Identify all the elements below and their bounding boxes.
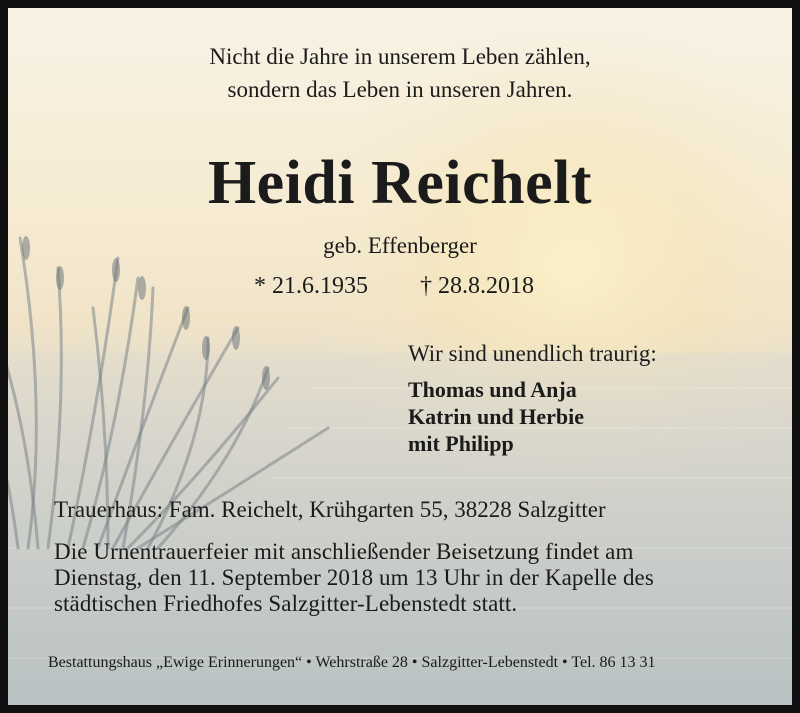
quote [8,40,792,106]
funeral-home-footer: Bestattungshaus „Ewige Erinnerungen“ • Wehrstraße 28 • Salzgitter-Lebenstedt • Tel. 86 13 31 [48,654,656,671]
ceremony-line: Dienstag, den 11. September 2018 um 13 Uhr in der Kapelle des [54,565,654,590]
death-date: † 28.8.2018 [420,273,534,299]
ceremony-announcement [54,539,654,617]
mourners-list [408,376,584,457]
ceremony-line: städtischen Friedhofes Salzgitter-Lebenstedt statt. [54,591,518,616]
mourner-line: mit Philipp [408,431,514,456]
mourner-line: Thomas und Anja [408,377,577,402]
mourners-intro: Wir sind unendlich traurig: [408,341,657,366]
maiden-name: geb. Effenberger [323,233,477,258]
quote-line-2: sondern das Leben in unseren Jahren. [227,77,573,102]
mourning-house-address: Trauerhaus: Fam. Reichelt, Krühgarten 55, 38228 Salzgitter [54,497,606,522]
quote-line-1: Nicht die Jahre in unserem Leben zählen, [209,44,591,69]
ceremony-line: Die Urnentrauerfeier mit anschließender Beisetzung findet am [54,539,634,564]
mourner-line: Katrin und Herbie [408,404,585,429]
birth-date: * 21.6.1935 [254,273,368,299]
deceased-name: Heidi Reichelt [207,149,593,217]
